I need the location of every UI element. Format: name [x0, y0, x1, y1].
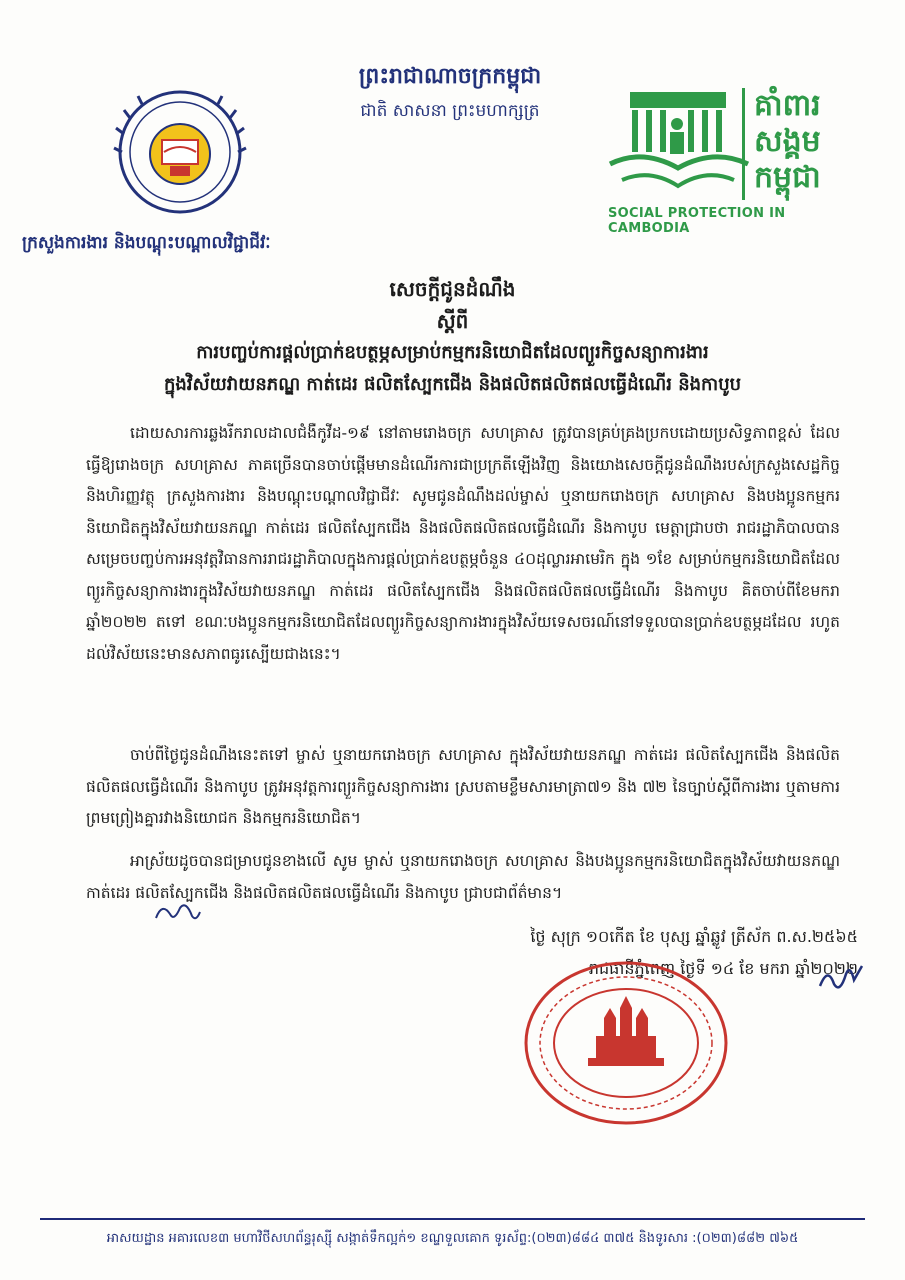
- footer-address: អាសយដ្ឋាន អគារលេខ៣ មហាវិថីសហព័ន្ធរុស្ស៊ី សង្កាត់ទឹកល្អក់១ ខណ្ឌទួលគោក ទូរស័ព្ទ:(០២៣)៨៨៤ ៣៧៥ និងទូរសារ :(០២៣)៨៨២ ៧៦៥: [106, 1231, 799, 1246]
- social-protection-logo-kh: គាំពារ សង្គម កម្ពុជា: [754, 88, 821, 195]
- initials-signature: [152, 898, 202, 928]
- notice-about: ស្តីពី: [436, 309, 469, 333]
- lunar-date: ថ្ងៃ សុក្រ ១០កើត ខែ បុស្ស ឆ្នាំឆ្លូវ ត្រីស័ក ព.ស.២៥៦៥: [530, 927, 858, 946]
- social-protection-logo-en: SOCIAL PROTECTION IN CAMBODIA: [608, 206, 786, 236]
- official-seal: [516, 958, 736, 1128]
- notice-subject-line-2: ក្នុងវិស័យវាយនភណ្ឌ កាត់ដេរ ផលិតស្បែកជើង និងផលិតផលិតផលធ្វើដំណើរ និងកាបូប: [163, 374, 742, 395]
- ministry-logo: [100, 82, 260, 222]
- ministry-name: ក្រសួងការងារ និងបណ្តុះបណ្តាលវិជ្ជាជីវៈ: [22, 233, 271, 253]
- body-paragraph-2: ចាប់ពីថ្ងៃជូនដំណឹងនេះតទៅ ម្ចាស់ ឬនាយករោងចក្រ សហគ្រាស ក្នុងវិស័យវាយនភណ្ឌ កាត់ដេរ ផលិតស្បែកជើង និងផលិតផលិតផលធ្វើដំណើរ និងកាបូប ត្រូវអនុវត្តការព្យួរកិច្ចសន្យាការងារ ស្របតាមខ្លឹមសារមាត្រា៧១ និង ៧២ នៃច្បាប់ស្តីពីការងារ ឬតាមការព្រមព្រៀងគ្នារវាងនិយោជក និងកម្មករនិយោជិត។: [86, 746, 840, 827]
- social-protection-logo: [602, 88, 862, 236]
- footer-divider: [40, 1218, 865, 1220]
- kingdom-heading: ព្រះរាជាណាចក្រកម្ពុជា: [358, 64, 542, 89]
- body-paragraph-3: អាស្រ័យដូចបានជម្រាបជូនខាងលើ សូម ម្ចាស់ ឬនាយករោងចក្រ សហគ្រាស និងបងប្អូនកម្មករនិយោជិតក្នុងវិស័យវាយនភណ្ឌ កាត់ដេរ ផលិតស្បែកជើង និងផលិតផលិតផលធ្វើដំណើរ និងកាបូប ជ្រាបជាព័ត៌មាន។: [86, 852, 840, 902]
- minister-signature: [816, 958, 866, 998]
- notice-subject-line-1: ការបញ្ចប់ការផ្តល់ប្រាក់ឧបត្ថម្ភសម្រាប់កម្មករនិយោជិតដែលព្យួរកិច្ចសន្យាការងារ: [196, 342, 709, 363]
- notice-title: សេចក្តីជូនដំណឹង: [389, 277, 516, 301]
- body-paragraph-1: ដោយសារការឆ្លងរីករាលដាលជំងឺកូវីដ-១៩ នៅតាមរោងចក្រ សហគ្រាស ត្រូវបានគ្រប់គ្រងប្រកបដោយប្រសិទ្ធភាពខ្ពស់ ដែលធ្វើឱ្យរោងចក្រ សហគ្រាស ភាគច្រើនបានចាប់ផ្តើមមានដំណើរការជាប្រក្រតីឡើងវិញ និងយោងសេចក្តីជូនដំណឹងរបស់ក្រសួងសេដ្ឋកិច្ច និងហិរញ្ញវត្ថុ ក្រសួងការងារ និងបណ្តុះបណ្តាលវិជ្ជាជីវៈ សូមជូនដំណឹងដល់ម្ចាស់ ឬនាយករោងចក្រ សហគ្រាស និងបងប្អូនកម្មករនិយោជិតក្នុងវិស័យវាយនភណ្ឌ កាត់ដេរ ផលិតស្បែកជើង និងផលិតផលិតផលធ្វើដំណើរ និងកាបូប មេត្តាជ្រាបថា រាជរដ្ឋាភិបាលបានសម្រេចបញ្ចប់ការអនុវត្តវិធានការរាជរដ្ឋាភិបាលក្នុងការផ្តល់ប្រាក់ឧបត្ថម្ភចំនួន ៤០ដុល្លារអាមេរិក ក្នុង ១ខែ សម្រាប់កម្មករនិយោជិតដែលព្យួរកិច្ចសន្យាការងារក្នុងវិស័យវាយនភណ្ឌ កាត់ដេរ ផលិតស្បែកជើង និងផលិតផលិតផលធ្វើដំណើរ និងកាបូប គិតចាប់ពីខែមករា ឆ្នាំ២០២២ តទៅ ខណៈបងប្អូនកម្មករនិយោជិតដែលព្យួរកិច្ចសន្យាការងារក្នុងវិស័យទេសចរណ៍នៅទទួលបានប្រាក់ឧបត្ថម្ភដដែល រហូតដល់វិស័យនេះមានសភាពធូរស្បើយជាងនេះ។: [86, 424, 840, 663]
- national-motto: ជាតិ សាសនា ព្រះមហាក្សត្រ: [360, 101, 540, 121]
- civil-date: រាជធានីភ្នំពេញ ថ្ងៃទី ១៤ ខែ មករា ឆ្នាំ២០២២: [588, 959, 858, 978]
